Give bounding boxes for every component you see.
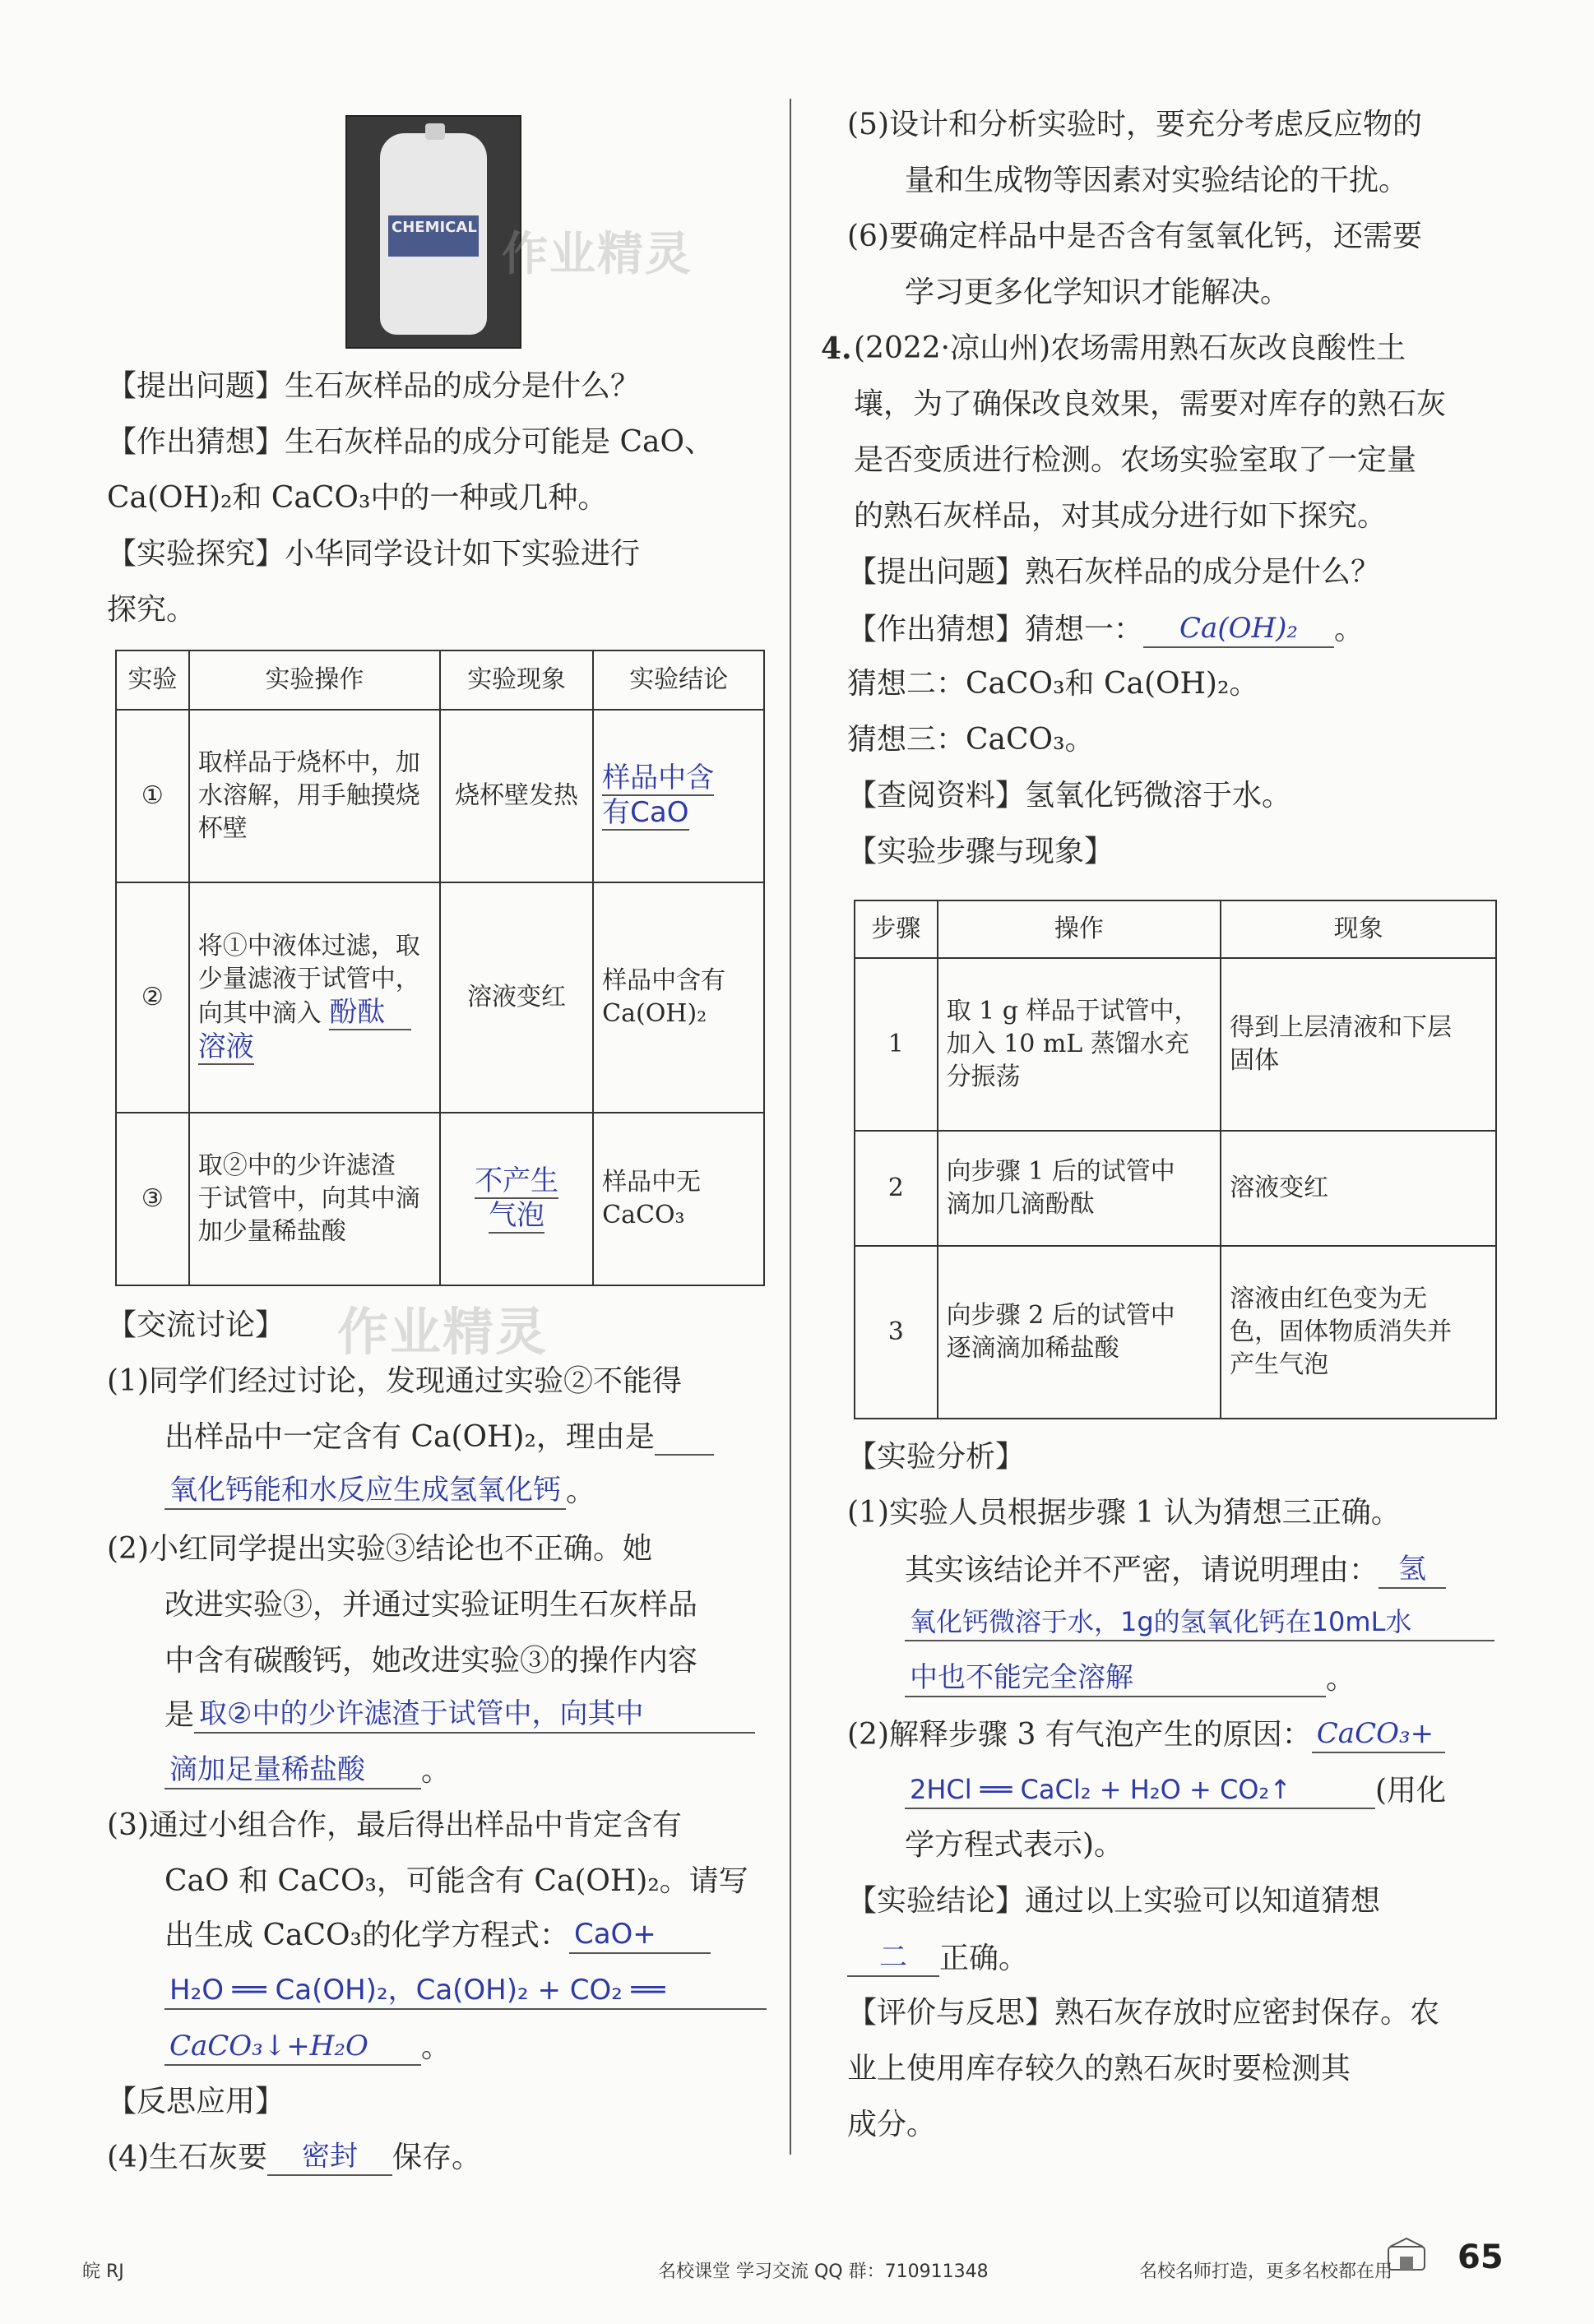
footer-qq-group: 名校课堂 学习交流 QQ 群：710911348 — [658, 2262, 989, 2282]
row-phenomenon: 溶液变红 — [440, 882, 593, 1113]
table-header: 现象 — [1221, 900, 1496, 958]
answer-blank[interactable]: 样品中含 — [602, 762, 715, 794]
row-phenomenon — [440, 1113, 593, 1285]
answer-blank[interactable]: 酚酞 — [329, 996, 411, 1030]
steps-table — [854, 900, 1497, 1419]
d3-line-c: 出生成 CaCO₃的化学方程式： CaO+ — [164, 1916, 711, 1954]
answer-blank[interactable]: CaCO₃↓+H₂O — [164, 2028, 421, 2066]
row-conclusion: 样品中含有 Ca(OH)₂ — [593, 882, 764, 1113]
table-header: 实验操作 — [189, 650, 440, 710]
answer-blank[interactable]: 滴加足量稀盐酸 — [164, 1752, 421, 1789]
d4-line: (4)生石灰要 密封 保存。 — [107, 2140, 482, 2174]
a1-line-a: (1)实验人员根据步骤 1 认为猜想三正确。 — [847, 1496, 1401, 1530]
answer-blank[interactable]: 氧化钙微溶于水，1g的氢氧化钙在10mL水 — [905, 1604, 1494, 1641]
eval-line-a: 【评价与反思】熟石灰存放时应密封保存。农 — [847, 1996, 1440, 2030]
answer-blank[interactable]: CaO+ — [569, 1916, 711, 1954]
bottle-label: CHEMICAL — [392, 219, 477, 236]
d2-answer-line: 滴加足量稀盐酸 。 — [164, 1752, 451, 1789]
watermark: 作业精灵 — [502, 228, 693, 281]
a1-answer-line-3: 中也不能完全溶解 。 — [905, 1660, 1355, 1697]
answer-blank[interactable]: 2HCl ══ CaCl₂ + H₂O + CO₂↑ — [905, 1771, 1375, 1809]
row-id: ① — [116, 710, 189, 882]
answer-blank[interactable]: 气泡 — [489, 1199, 545, 1232]
row-phenomenon: 得到上层清液和下层 固体 — [1221, 958, 1496, 1131]
a1-line-b: 其实该结论并不严密，请说明理由： 氢 — [905, 1551, 1446, 1589]
row-phenomenon: 溶液变红 — [1221, 1131, 1496, 1246]
explore-line-1: 【实验探究】小华同学设计如下实验进行 — [107, 537, 641, 571]
a1-answer-line-2 — [905, 1604, 1494, 1641]
q4-line-a: (2022·凉山州)农场需用熟石灰改良酸性土 — [854, 331, 1406, 365]
q4-guess-2: 猜想二：CaCO₃和 Ca(OH)₂。 — [847, 667, 1259, 701]
answer-blank[interactable]: 不产生 — [475, 1164, 559, 1197]
table-header: 操作 — [938, 900, 1221, 958]
table-row — [855, 958, 1496, 1131]
q4-info: 【查阅资料】氢氧化钙微溶于水。 — [847, 779, 1292, 812]
a2-line-a: (2)解释步骤 3 有气泡产生的原因： CaCO₃+ — [847, 1715, 1445, 1753]
q4-line-d: 的熟石灰样品，对其成分进行如下探究。 — [854, 499, 1388, 533]
row-op: 将①中液体过滤，取 少量滤液于试管中， 向其中滴入 酚酞 溶液 — [189, 882, 440, 1113]
answer-blank[interactable]: 密封 — [267, 2138, 392, 2176]
q4-number: 4. — [821, 331, 852, 366]
row-conclusion: 样品中无 CaCO₃ — [593, 1113, 764, 1285]
answer-blank[interactable]: 取②中的少许滤渣于试管中，向其中 — [194, 1696, 755, 1734]
answer-blank[interactable]: CaCO₃+ — [1312, 1715, 1445, 1753]
table-row — [116, 1113, 764, 1285]
row-phenomenon: 溶液由红色变为无 色，固体物质消失并 产生气泡 — [1221, 1246, 1496, 1419]
answer-blank[interactable]: H₂O ══ Ca(OH)₂，Ca(OH)₂ + CO₂ ══ — [164, 1972, 767, 2010]
row-id: 1 — [855, 958, 938, 1131]
d2-line-d: 是 取②中的少许滤渣于试管中，向其中 — [164, 1696, 755, 1734]
explore-line-2: 探究。 — [107, 593, 197, 627]
table-header: 步骤 — [855, 900, 938, 958]
d3-line-a: (3)通过小组合作，最后得出样品中肯定含有 — [107, 1808, 682, 1842]
row-op: 取 1 g 样品于试管中， 加入 10 mL 蒸馏水充 分振荡 — [938, 958, 1221, 1131]
answer-blank[interactable]: 中也不能完全溶解 — [905, 1660, 1326, 1697]
conclusion-line-a: 【实验结论】通过以上实验可以知道猜想 — [847, 1884, 1381, 1918]
answer-blank[interactable]: 二 — [847, 1939, 939, 1977]
row-op: 取样品于烧杯中，加 水溶解，用手触摸烧 杯壁 — [189, 710, 440, 882]
problem-line: 【提出问题】生石灰样品的成分是什么？ — [107, 369, 641, 403]
table-header: 实验结论 — [593, 650, 764, 710]
d3-answer-line-2 — [164, 1972, 767, 2010]
eval-line-b: 业上使用库存较久的熟石灰时要检测其 — [847, 2052, 1351, 2086]
d2-line-a: (2)小红同学提出实验③结论也不正确。她 — [107, 1532, 652, 1566]
d2-line-c: 中含有碳酸钙，她改进实验③的操作内容 — [164, 1644, 698, 1678]
answer-blank[interactable]: 氢 — [1379, 1551, 1446, 1589]
q4-line-b: 壤，为了确保改良效果，需要对库存的熟石灰 — [854, 387, 1447, 421]
answer-blank[interactable]: Ca(OH)₂ — [1143, 610, 1334, 648]
d3-line-b: CaO 和 CaCO₃，可能含有 Ca(OH)₂。请写 — [164, 1864, 748, 1898]
d5-line-b: 量和生成物等因素对实验结论的干扰。 — [905, 164, 1409, 197]
row-id: 3 — [855, 1246, 938, 1419]
row-phenomenon: 烧杯壁发热 — [440, 710, 593, 882]
guess-line-2: Ca(OH)₂和 CaCO₃中的一种或几种。 — [107, 481, 608, 515]
guess-line-1: 【作出猜想】生石灰样品的成分可能是 CaO、 — [107, 425, 714, 459]
table-header: 实验现象 — [440, 650, 593, 710]
answer-blank[interactable]: 氧化钙能和水反应生成氢氧化钙 — [164, 1472, 566, 1510]
a2-answer-line: 2HCl ══ CaCl₂ + H₂O + CO₂↑ (用化 — [905, 1771, 1446, 1809]
q4-guess-1: 【作出猜想】猜想一： Ca(OH)₂ 。 — [847, 612, 1365, 646]
eval-line-c: 成分。 — [847, 2108, 937, 2141]
row-op: 向步骤 1 后的试管中 滴加几滴酚酞 — [938, 1131, 1221, 1246]
bottle-icon — [380, 133, 487, 335]
column-divider — [790, 99, 791, 2155]
analysis-title: 【实验分析】 — [847, 1440, 1026, 1474]
publisher-logo-icon — [1382, 2235, 1431, 2276]
d3-answer-line-3: CaCO₃↓+H₂O 。 — [164, 2028, 451, 2066]
row-id: ② — [116, 882, 189, 1113]
row-conclusion — [593, 710, 764, 882]
d1-line-a: (1)同学们经过讨论，发现通过实验②不能得 — [107, 1364, 682, 1398]
row-id: 2 — [855, 1131, 938, 1246]
quicklime-bottle-photo — [345, 115, 521, 349]
table-row — [855, 1246, 1496, 1419]
q4-guess-3: 猜想三：CaCO₃。 — [847, 723, 1095, 757]
row-op: 向步骤 2 后的试管中 逐滴滴加稀盐酸 — [938, 1246, 1221, 1419]
page-number: 65 — [1457, 2238, 1504, 2276]
answer-blank[interactable]: 溶液 — [197, 1030, 254, 1063]
table-row — [116, 882, 764, 1113]
q4-line-c: 是否变质进行检测。农场实验室取了一定量 — [854, 443, 1417, 477]
discuss-title: 【交流讨论】 — [107, 1308, 285, 1342]
q4-steps-title: 【实验步骤与现象】 — [847, 835, 1114, 868]
answer-blank[interactable]: 有CaO — [602, 796, 689, 829]
experiment-table — [115, 650, 765, 1286]
d2-line-b: 改进实验③，并通过实验证明生石灰样品 — [164, 1588, 698, 1622]
a2-line-c: 学方程式表示)。 — [905, 1828, 1124, 1862]
table-header: 实验 — [116, 650, 189, 710]
q4-problem: 【提出问题】熟石灰样品的成分是什么？ — [847, 555, 1381, 589]
d6-line-a: (6)要确定样品中是否含有氢氧化钙，还需要 — [847, 220, 1422, 253]
d6-line-b: 学习更多化学知识才能解决。 — [905, 275, 1290, 309]
watermark: 作业精灵 — [337, 1302, 549, 1362]
d1-line-b: 出样品中一定含有 Ca(OH)₂，理由是 — [164, 1419, 714, 1456]
table-row — [116, 710, 764, 882]
row-op: 取②中的少许滤渣 于试管中，向其中滴 加少量稀盐酸 — [189, 1113, 440, 1285]
reflect-title: 【反思应用】 — [107, 2085, 285, 2118]
footer-slogan: 名校名师打造，更多名校都在用 — [1139, 2262, 1393, 2282]
footer-edition: 皖 RJ — [82, 2262, 124, 2282]
conclusion-line-b: 二 正确。 — [847, 1939, 1028, 1977]
d1-answer-line: 氧化钙能和水反应生成氢氧化钙 。 — [164, 1472, 595, 1510]
d5-line-a: (5)设计和分析实验时，要充分考虑反应物的 — [847, 108, 1422, 141]
table-row — [855, 1131, 1496, 1246]
row-id: ③ — [116, 1113, 189, 1285]
